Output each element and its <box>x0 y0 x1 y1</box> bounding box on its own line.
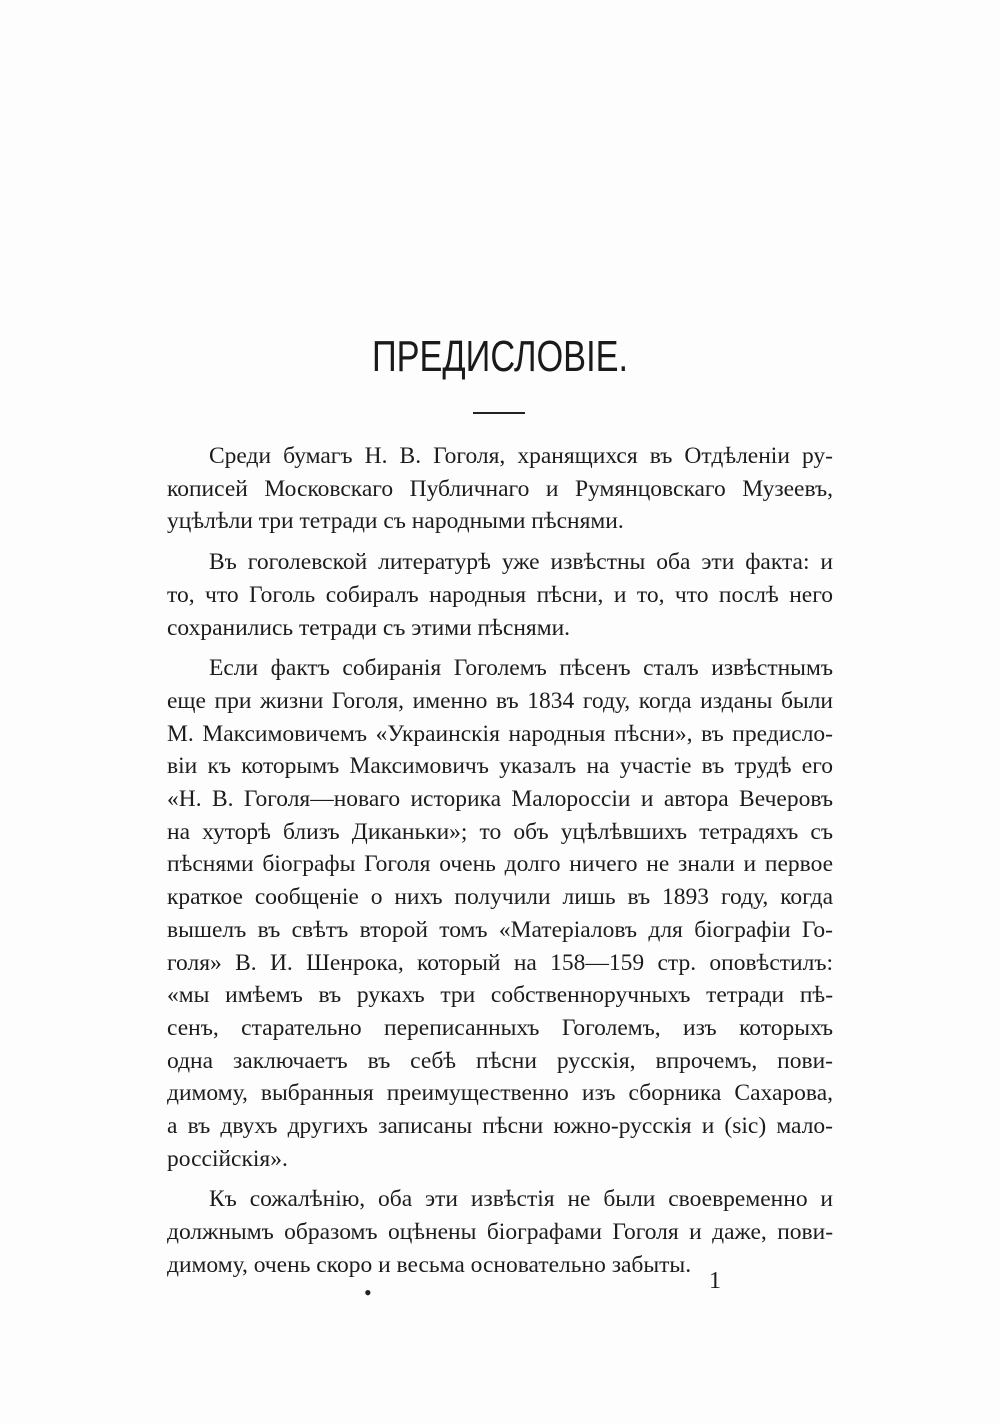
text-line: вышелъ въ свѣтъ второй томъ «Матеріаловъ для біографіи Го- <box>167 916 833 943</box>
page-number: 1 <box>709 1268 721 1294</box>
paragraph-2 <box>167 546 833 644</box>
text-line: «мы имѣемъ въ рукахъ три собственноручныхъ тетради пѣ- <box>167 982 834 1009</box>
text-line: то, что Гоголь собиралъ народныя пѣсни, и то, что послѣ него <box>167 581 834 608</box>
text-line: димому, очень скоро и весьма основательно забыты. <box>167 1251 692 1278</box>
body-text <box>167 440 833 1290</box>
text-line: россійскія». <box>167 1145 288 1172</box>
text-line: должнымъ образомъ оцѣнены біографами Гоголя и даже, пови- <box>167 1219 834 1246</box>
text-line: віи къ которымъ Максимовичъ указалъ на участіе въ трудѣ его <box>167 753 834 780</box>
text-line: Къ сожалѣнію, оба эти извѣстія не были своевременно и <box>209 1186 834 1213</box>
text-line: голя» В. И. Шенрока, который на 158—159 стр. оповѣстилъ: <box>167 949 833 976</box>
text-line: на хуторѣ близъ Диканьки»; то объ уцѣлѣвшихъ тетрадяхъ съ <box>167 818 834 845</box>
text-line: уцѣлѣли три тетради съ народными пѣснями. <box>167 508 624 535</box>
paragraph-3 <box>167 652 833 1175</box>
text-line: а въ двухъ другихъ записаны пѣсни южно-русскія и (sic) мало- <box>167 1113 833 1140</box>
signature-mark: • <box>364 1280 372 1305</box>
text-line: Среди бумагъ Н. В. Гоголя, хранящихся въ Отдѣленіи ру- <box>209 443 833 469</box>
paragraph-1 <box>167 440 833 538</box>
text-line: димому, выбранныя преимущественно изъ сборника Сахарова, <box>167 1080 833 1107</box>
text-line: краткое сообщеніе о нихъ получили лишь въ 1893 году, когда <box>167 884 834 911</box>
text-line: «Н. В. Гоголя—новаго историка Малороссіи и автора Вечеровъ <box>167 786 833 813</box>
text-line: одна заключаетъ въ себѣ пѣсни русскія, впрочемъ, пови- <box>167 1047 834 1074</box>
text-line: сохранились тетради съ этими пѣснями. <box>167 614 571 641</box>
text-line: М. Максимовичемъ «Украинскія народныя пѣсни», въ предисло- <box>167 720 833 747</box>
text-line: Въ гоголевской литературѣ уже извѣстны оба эти факта: и <box>209 549 833 576</box>
text-line: пѣснями біографы Гоголя очень долго ничего не знали и первое <box>167 851 834 878</box>
paragraph-4 <box>167 1183 833 1281</box>
text-line: еще при жизни Гоголя, именно въ 1834 году, когда изданы были <box>167 687 833 714</box>
text-line: сенъ, старательно переписанныхъ Гоголемъ, изъ которыхъ <box>167 1014 833 1041</box>
title-divider <box>473 412 525 414</box>
page-title: ПРЕДИСЛОВІЕ. <box>371 332 629 381</box>
text-line: Если фактъ собиранія Гоголемъ пѣсенъ сталъ извѣстнымъ <box>209 655 833 682</box>
text-line: кописей Московскаго Публичнаго и Румянцовскаго Музеевъ, <box>167 475 833 502</box>
